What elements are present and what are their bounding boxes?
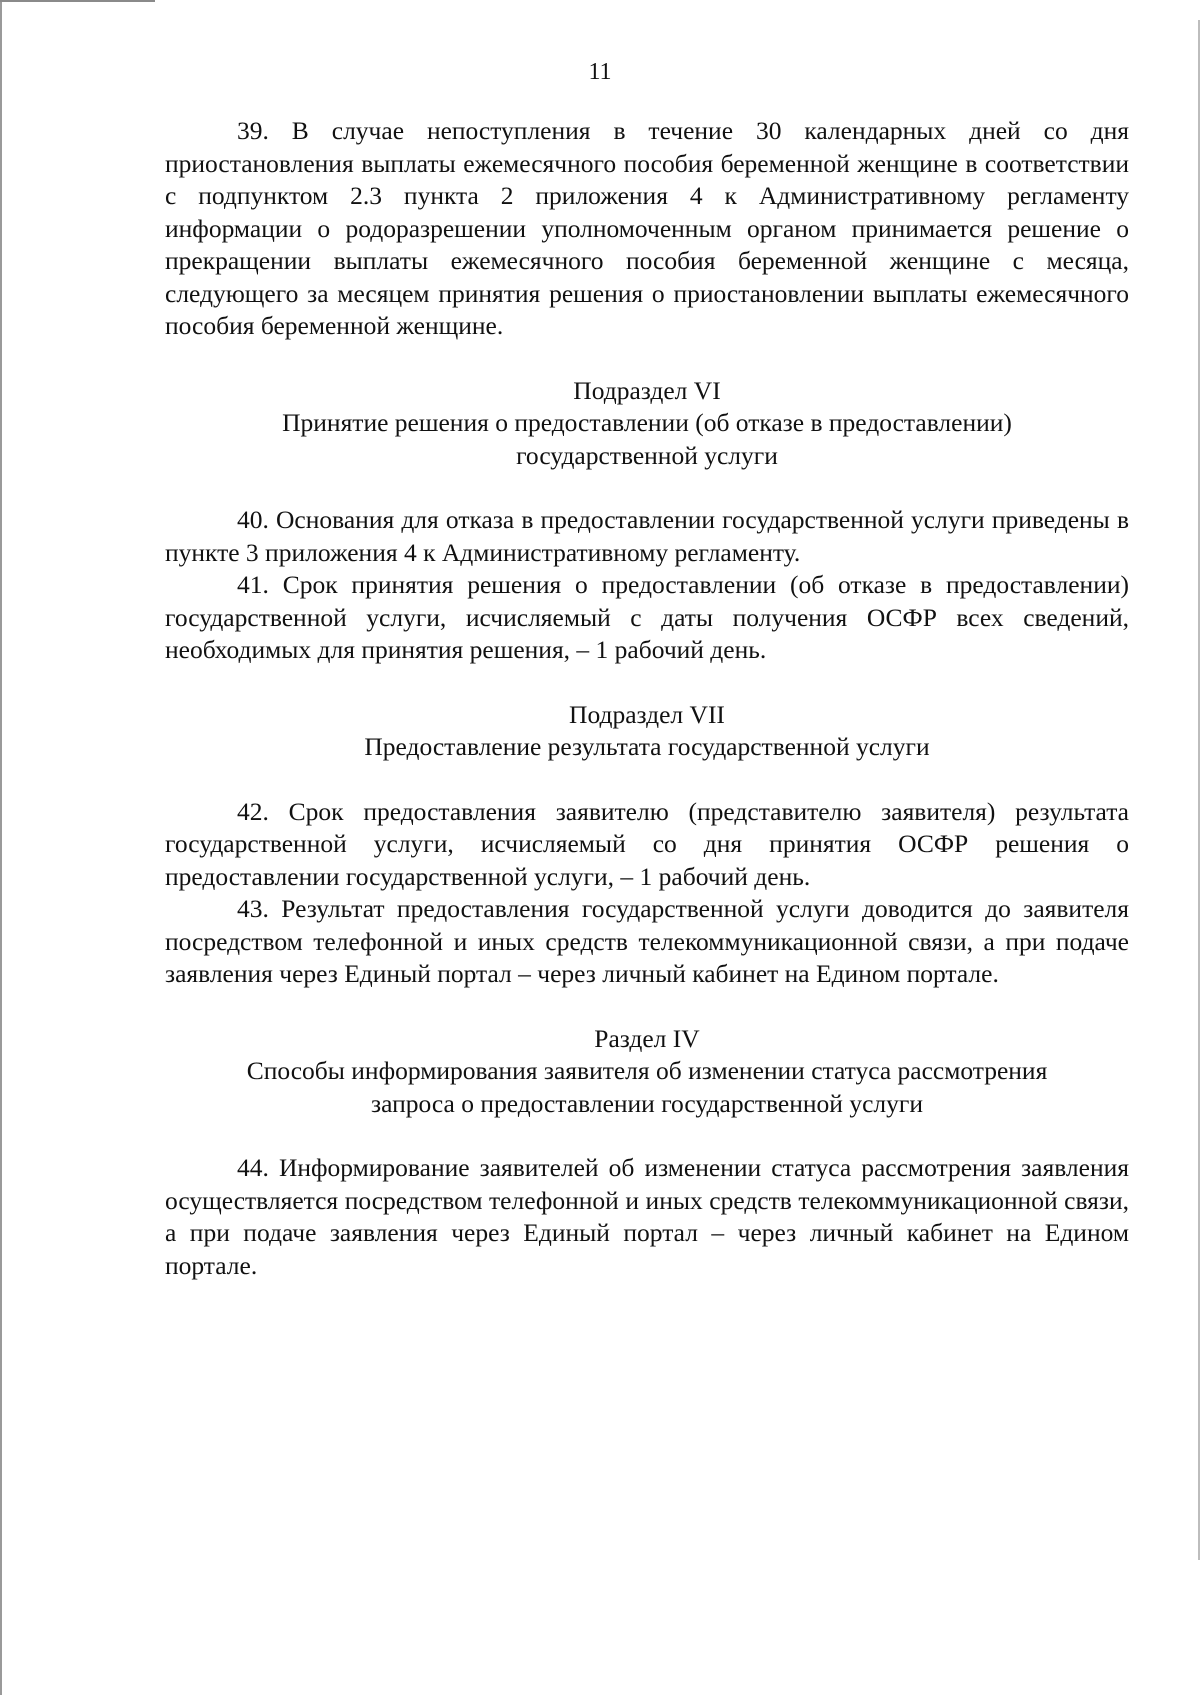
- section-4-heading: [165, 1023, 1129, 1121]
- subsection-6-title-line-2: государственной услуги: [516, 440, 778, 470]
- section-4-title-line-2: запроса о предоставлении государственной услуги: [371, 1088, 923, 1118]
- subsection-7-title: Предоставление результата государственной услуги: [364, 732, 930, 761]
- clause-43: 43. Результат предоставления государственной услуги доводится до заявителя посредством телефонной и иных средств телекоммуникационной связи, а при подаче заявления через Единый портал – через личный кабинет на Едином портале.: [165, 894, 1129, 988]
- section-4-number: Раздел IV: [594, 1023, 700, 1053]
- scan-edge-top: [0, 0, 155, 2]
- subsection-6-number: Подраздел VI: [573, 375, 721, 405]
- scan-edge-left: [0, 0, 2, 1695]
- clause-42: 42. Срок предоставления заявителю (представителю заявителя) результата государственной услуги, исчисляемый со дня принятия ОСФР решения о предоставлении государственной услуги, – 1 рабочий день.: [165, 796, 1129, 891]
- document-body: [165, 115, 1129, 1282]
- subsection-6-heading: [165, 375, 1129, 473]
- clause-41: 41. Срок принятия решения о предоставлении (об отказе в предоставлении) государственной услуги, исчисляемый с даты получения ОСФР всех сведений, необходимых для принятия решения, – 1 рабочий день.: [165, 570, 1129, 664]
- clause-39: 39. В случае непоступления в течение 30 календарных дней со дня приостановления выплаты ежемесячного пособия беременной женщине в соответствии с подпунктом 2.3 пункта 2 приложения 4 к Административному регламенту информации о родоразрешении уполномоченным органом принимается решение о прекращении выплаты ежемесячного пособия беременной женщине с месяца, следующего за месяцем принятия решения о приостановлении выплаты ежемесячного пособия беременной женщине.: [165, 116, 1129, 340]
- section-4-title-line-1: Способы информирования заявителя об изменении статуса рассмотрения: [246, 1056, 1048, 1085]
- subsection-6-title-line-1: Принятие решения о предоставлении (об отказе в предоставлении): [282, 408, 1012, 437]
- page-number: 11: [588, 59, 612, 85]
- subsection-7-heading: [165, 699, 1129, 764]
- clause-44: 44. Информирование заявителей об изменении статуса рассмотрения заявления осуществляется посредством телефонной и иных средств телекоммуникационной связи, а при подаче заявления через Единый портал – через личный кабинет на Едином портале.: [165, 1153, 1129, 1280]
- subsection-7-number: Подраздел VII: [569, 699, 725, 729]
- clause-40: 40. Основания для отказа в предоставлении государственной услуги приведены в пункте 3 приложения 4 к Административному регламенту.: [165, 505, 1129, 567]
